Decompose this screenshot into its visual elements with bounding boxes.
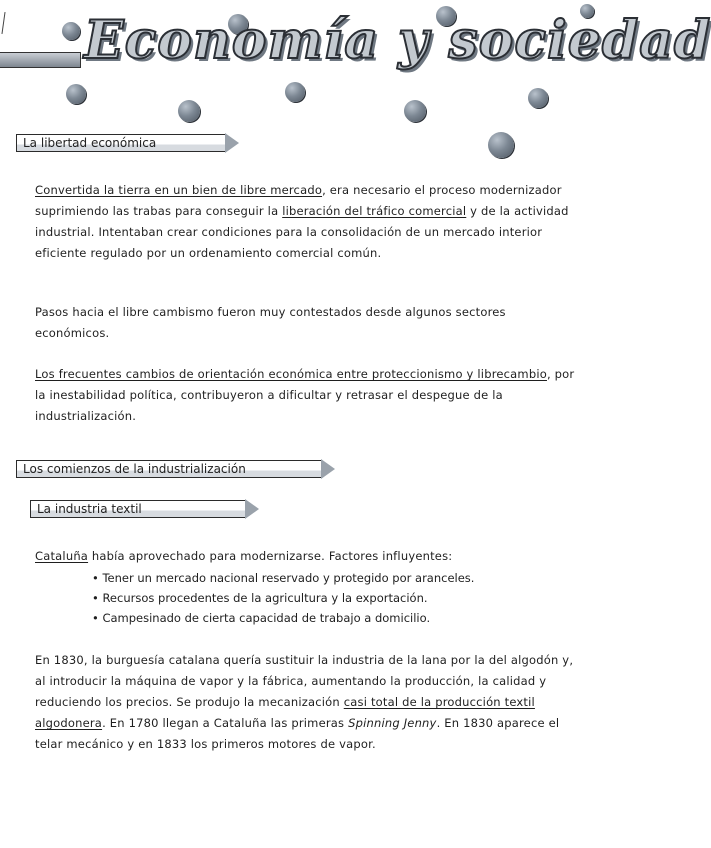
section-heading-text: La libertad económica	[23, 136, 157, 150]
decorative-dot	[178, 100, 200, 122]
pen-mark	[1, 12, 5, 34]
title-bar-decoration	[0, 52, 81, 68]
paragraph-1	[35, 180, 575, 264]
paragraph-3	[35, 364, 575, 427]
underlined-phrase: Los frecuentes cambios de orientación económica entre proteccionismo y librecambio	[35, 367, 547, 381]
paragraph-text: había aprovechado para modernizarse. Factores influyentes:	[88, 549, 453, 563]
subsection-heading-text: La industria textil	[37, 502, 142, 516]
list-item: • Tener un mercado nacional reservado y protegido por aranceles.	[92, 568, 562, 588]
paragraph-5	[35, 650, 575, 755]
paragraph-2: Pasos hacia el libre cambismo fueron muy contestados desde algunos sectores económicos.	[35, 305, 506, 340]
subsection-heading-textil	[30, 500, 246, 518]
list-item: • Campesinado de cierta capacidad de trabajo a domicilio.	[92, 608, 562, 628]
paragraph-text: . En 1780 llegan a Cataluña las primeras	[102, 716, 349, 730]
paragraph-4	[35, 546, 575, 567]
paragraph-text: y de la actividad industrial. Intentaban crear condiciones para la consolidación de un mercado interior eficiente regulado por un ordenamiento comercial común.	[35, 204, 569, 260]
underlined-phrase: liberación del tráfico comercial	[282, 204, 467, 218]
paragraph-text: , por la inestabilidad política, contribuyeron a dificultar y retrasar el despegue de la industrialización.	[35, 367, 575, 423]
decorative-dot	[62, 22, 80, 40]
section-heading-libertad	[16, 134, 226, 152]
underlined-phrase: casi total de la producción textil algodonera	[35, 695, 535, 730]
paragraph-text: . En 1830 aparece el telar mecánico y en 1833 los primeros motores de vapor.	[35, 716, 560, 751]
paragraph-text: , era necesario el proceso modernizador suprimiendo las trabas para conseguir la	[35, 183, 562, 218]
list-item: • Recursos procedentes de la agricultura y la exportación.	[92, 588, 562, 608]
factor-list	[92, 568, 562, 628]
section-heading-comienzos	[16, 460, 322, 478]
italic-term: Spinning Jenny	[348, 716, 437, 730]
decorative-dot	[488, 132, 514, 158]
underlined-phrase: Cataluña	[35, 549, 89, 563]
section-heading-text: Los comienzos de la industrialización	[23, 462, 246, 476]
paragraph-text: En 1830, la burguesía catalana quería sustituir la industria de la lana por la del algodón y, al introducir la máquina de vapor y la fábrica, aumentando la producción, la calidad y reduciendo los precios. Se produjo la mecanización	[35, 653, 574, 709]
decorative-dot	[66, 84, 86, 104]
underlined-phrase: Convertida la tierra en un bien de libre mercado	[35, 183, 323, 197]
decorative-dot	[404, 100, 426, 122]
page-title: Economía y sociedad	[84, 10, 711, 71]
